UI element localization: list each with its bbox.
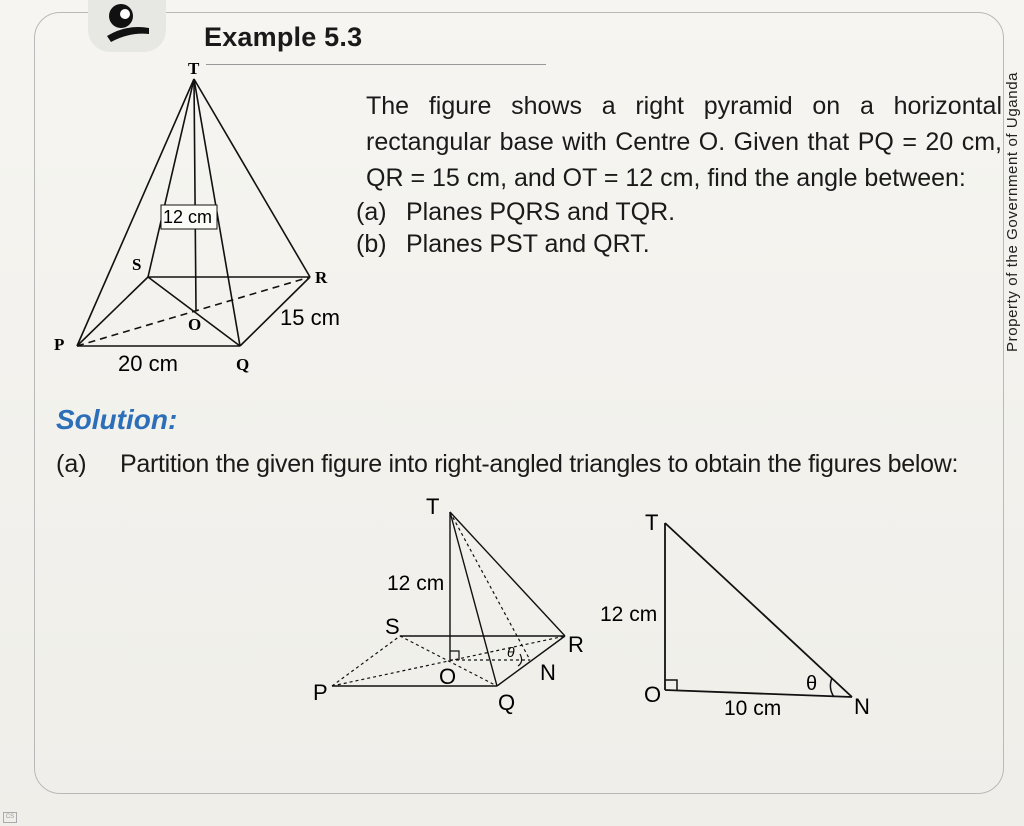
right-triangle-figure [596, 500, 886, 725]
solution-part-text: Partition the given figure into right-angled triangles to obtain the figures below: [120, 450, 959, 478]
solution-part-label: (a) [56, 450, 87, 478]
scanner-logo-icon: CS [3, 812, 17, 823]
pyramid-figure [40, 55, 370, 385]
triangle-point-o: O [644, 682, 662, 707]
point-q: Q [236, 355, 250, 374]
example-title: Example 5.3 [204, 22, 363, 52]
height-label: 12 cm [163, 207, 213, 227]
partition-angle-label: θ [507, 644, 515, 660]
qr-length-label: 15 cm [280, 305, 340, 330]
part-label: (b) [356, 230, 387, 258]
triangle-angle-label: θ [806, 673, 818, 695]
solution-heading: Solution: [56, 404, 178, 435]
triangle-point-n: N [854, 694, 870, 719]
point-o: O [188, 315, 202, 334]
part-text: Planes PST and QRT. [406, 230, 650, 258]
point-r: R [315, 268, 328, 287]
partition-point-n: N [540, 660, 556, 685]
partition-point-t: T [426, 494, 440, 519]
point-s: S [132, 255, 142, 274]
question-parts [356, 196, 675, 260]
partition-figure [300, 490, 620, 720]
problem-line: QR = 15 cm, and OT = 12 cm, find the angle between: [366, 164, 966, 192]
point-t: T [188, 59, 200, 78]
triangle-point-t: T [645, 510, 659, 535]
problem-statement [366, 88, 1002, 196]
part-text: Planes PQRS and TQR. [406, 198, 676, 226]
question-part-a [356, 196, 675, 228]
partition-point-q: Q [498, 690, 516, 715]
partition-point-o: O [439, 664, 457, 689]
partition-point-s: S [385, 614, 400, 639]
pq-length-label: 20 cm [118, 351, 178, 376]
problem-line: rectangular base with Centre O. Given that PQ = 20 cm, [366, 128, 1002, 156]
ownership-side-text: Property of the Government of Uganda [1004, 71, 1021, 352]
partition-height-label: 12 cm [387, 572, 445, 595]
point-p: P [54, 335, 65, 354]
problem-line: The figure shows a right pyramid on a horizontal [366, 92, 1002, 120]
partition-point-r: R [568, 632, 584, 657]
triangle-height-label: 12 cm [600, 603, 658, 626]
question-part-b [356, 228, 675, 260]
triangle-base-label: 10 cm [724, 697, 782, 720]
partition-point-p: P [313, 680, 328, 705]
part-label: (a) [356, 198, 387, 226]
mascot-icon [88, 0, 166, 52]
